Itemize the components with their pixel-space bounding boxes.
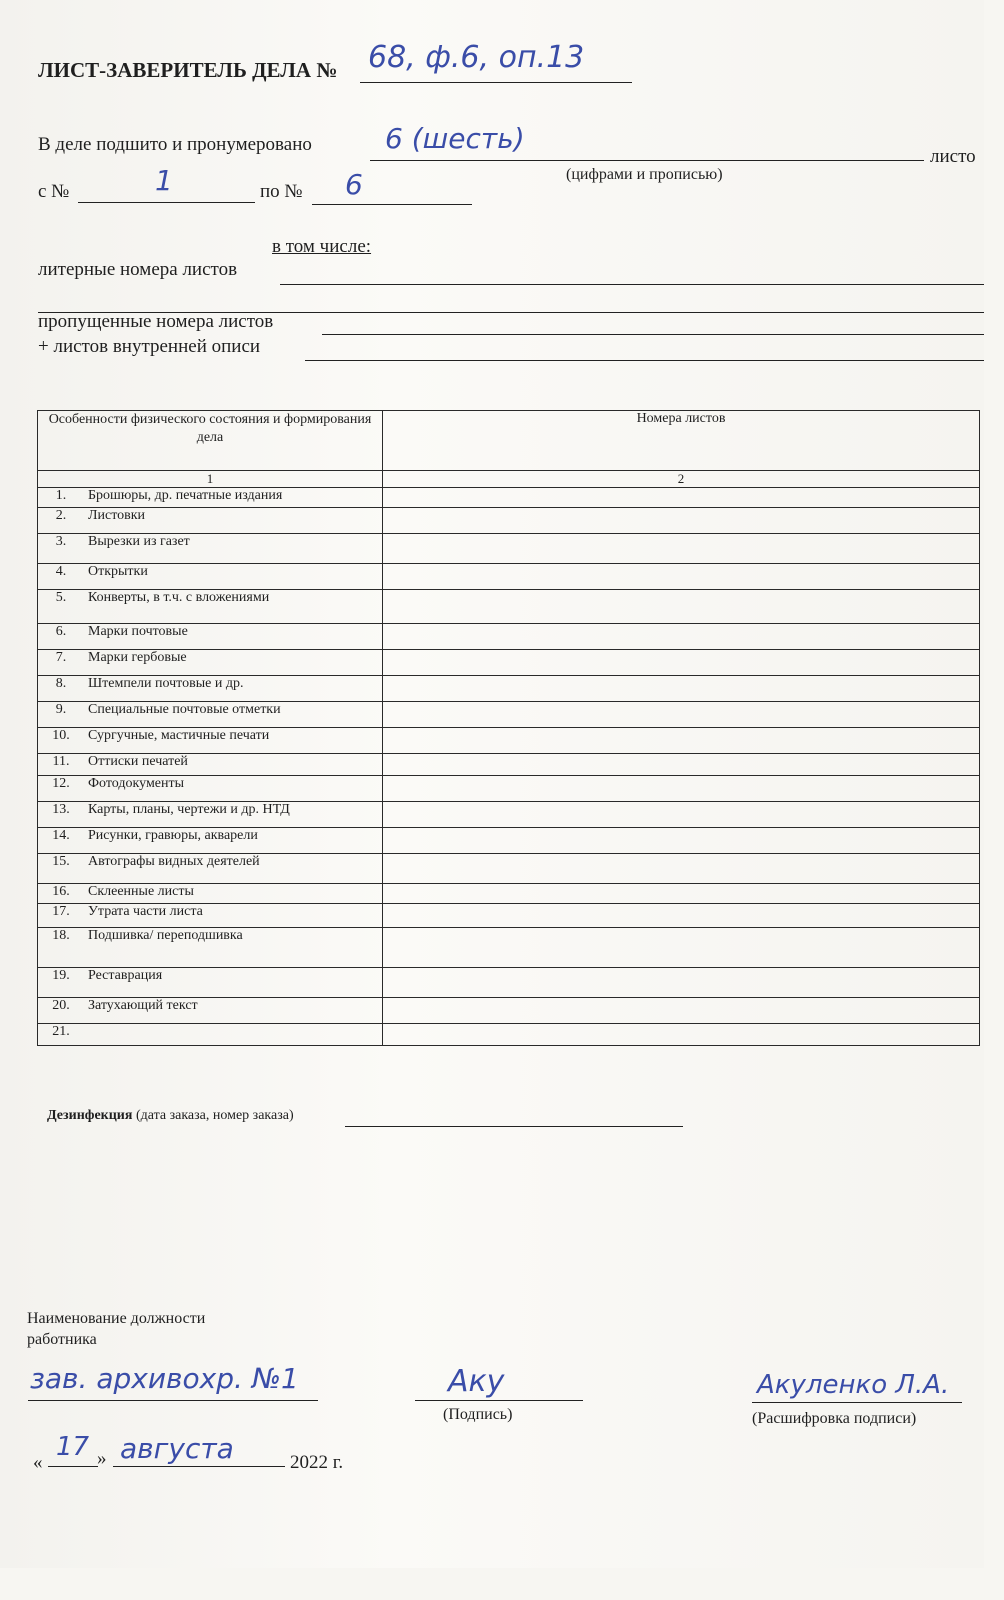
row-label: Затухающий текст — [84, 998, 383, 1024]
year-text: 2022 г. — [290, 1452, 344, 1473]
row-number: 14. — [38, 828, 85, 854]
row-label: Марки почтовые — [84, 624, 383, 650]
row-label: Марки гербовые — [84, 650, 383, 676]
table-row — [38, 650, 980, 676]
row-number: 3. — [38, 534, 85, 564]
row-label: Фотодокументы — [84, 776, 383, 802]
table-row — [38, 776, 980, 802]
table-row — [38, 590, 980, 624]
row-number: 13. — [38, 802, 85, 828]
row-label: Открытки — [84, 564, 383, 590]
row-sheet-numbers-cell[interactable] — [383, 904, 980, 928]
table-row — [38, 676, 980, 702]
letter-numbers-line — [280, 284, 984, 285]
row-sheet-numbers-cell[interactable] — [383, 854, 980, 884]
table-row — [38, 564, 980, 590]
disinfection-bold: Дезинфекция — [47, 1108, 133, 1123]
position-label: Наименование должности работника — [27, 1310, 206, 1348]
decode-handwritten: Акуленко Л.А. — [757, 1370, 950, 1400]
table-index-row — [38, 471, 980, 488]
row-number: 8. — [38, 676, 85, 702]
row-number: 12. — [38, 776, 85, 802]
table-row — [38, 802, 980, 828]
col1-index: 1 — [38, 471, 383, 488]
row-number: 17. — [38, 904, 85, 928]
table-row — [38, 534, 980, 564]
from-line — [78, 202, 255, 203]
row-sheet-numbers-cell[interactable] — [383, 488, 980, 508]
row-sheet-numbers-cell[interactable] — [383, 776, 980, 802]
disinfection-rest: (дата заказа, номер заказа) — [135, 1108, 294, 1123]
case-number-line — [360, 82, 632, 83]
day-line — [48, 1466, 98, 1467]
row-label: Брошюры, др. печатные издания — [84, 488, 383, 508]
row-sheet-numbers-cell[interactable] — [383, 728, 980, 754]
row-number: 4. — [38, 564, 85, 590]
month-line — [113, 1466, 285, 1467]
signature-label: (Подпись) — [443, 1406, 513, 1423]
case-number-handwritten: 68, ф.6, оп.13 — [368, 40, 585, 75]
row-label: Утрата части листа — [84, 904, 383, 928]
signature-handwritten: Аку — [448, 1364, 505, 1399]
row-label: Конверты, в т.ч. с вложениями — [84, 590, 383, 624]
table-row — [38, 754, 980, 776]
to-line — [312, 204, 472, 205]
letter-numbers-label: литерные номера листов — [38, 259, 238, 280]
row-sheet-numbers-cell[interactable] — [383, 590, 980, 624]
table-row — [38, 998, 980, 1024]
position-line — [28, 1400, 318, 1401]
row-number: 21. — [38, 1024, 85, 1046]
month-handwritten: августа — [120, 1432, 234, 1465]
row-number: 9. — [38, 702, 85, 728]
row-sheet-numbers-cell[interactable] — [383, 650, 980, 676]
physical-state-table — [37, 410, 980, 1046]
row-number: 5. — [38, 590, 85, 624]
inner-inventory-line — [305, 360, 984, 361]
row-number: 18. — [38, 928, 85, 968]
inner-inventory-label: + листов внутренней описи — [38, 336, 261, 357]
table-row — [38, 624, 980, 650]
decode-label: (Расшифровка подписи) — [752, 1410, 917, 1427]
row-sheet-numbers-cell[interactable] — [383, 702, 980, 728]
row-sheet-numbers-cell[interactable] — [383, 1024, 980, 1046]
table-row — [38, 828, 980, 854]
sewn-numbered-label: В деле подшито и пронумеровано — [38, 134, 312, 155]
sheet-count-line — [370, 160, 924, 161]
signature-line — [415, 1400, 583, 1401]
missing-numbers-line — [322, 334, 984, 335]
row-sheet-numbers-cell[interactable] — [383, 802, 980, 828]
table-row — [38, 854, 980, 884]
row-number: 15. — [38, 854, 85, 884]
from-label: с № — [38, 181, 70, 202]
row-sheet-numbers-cell[interactable] — [383, 998, 980, 1024]
decode-line — [752, 1402, 962, 1403]
row-sheet-numbers-cell[interactable] — [383, 754, 980, 776]
row-label: Листовки — [84, 508, 383, 534]
row-number: 20. — [38, 998, 85, 1024]
day-handwritten: 17 — [56, 1432, 90, 1462]
row-label: Автографы видных деятелей — [84, 854, 383, 884]
quote-close: » — [97, 1448, 107, 1469]
to-handwritten: 6 — [345, 168, 363, 201]
row-label: Сургучные, мастичные печати — [84, 728, 383, 754]
row-number: 2. — [38, 508, 85, 534]
sheets-suffix: листо — [930, 146, 976, 167]
sheet-count-handwritten: 6 (шесть) — [385, 122, 525, 155]
row-label: Вырезки из газет — [84, 534, 383, 564]
row-number: 7. — [38, 650, 85, 676]
quote-open: « — [33, 1452, 43, 1473]
table-row — [38, 702, 980, 728]
row-number: 6. — [38, 624, 85, 650]
row-label: Специальные почтовые отметки — [84, 702, 383, 728]
numbers-words-hint: (цифрами и прописью) — [566, 166, 723, 183]
table-row — [38, 968, 980, 998]
row-sheet-numbers-cell[interactable] — [383, 624, 980, 650]
to-label: по № — [260, 181, 303, 202]
page-title: ЛИСТ-ЗАВЕРИТЕЛЬ ДЕЛА № — [38, 58, 338, 82]
row-sheet-numbers-cell[interactable] — [383, 884, 980, 904]
row-sheet-numbers-cell[interactable] — [383, 928, 980, 968]
table-row — [38, 1024, 980, 1046]
table-row — [38, 488, 980, 508]
table-header-row — [38, 411, 980, 471]
row-number: 19. — [38, 968, 85, 998]
row-label: Склеенные листы — [84, 884, 383, 904]
row-label: Оттиски печатей — [84, 754, 383, 776]
table-row — [38, 884, 980, 904]
including-label: в том числе: — [272, 236, 372, 257]
row-label: Реставрация — [84, 968, 383, 998]
row-sheet-numbers-cell[interactable] — [383, 968, 980, 998]
position-handwritten: зав. архивохр. №1 — [30, 1362, 299, 1395]
row-number: 1. — [38, 488, 85, 508]
table-row — [38, 728, 980, 754]
missing-numbers-label: пропущенные номера листов — [38, 311, 274, 332]
row-sheet-numbers-cell[interactable] — [383, 828, 980, 854]
col1-header: Особенности физического состояния и формирования дела — [38, 411, 383, 471]
row-label — [84, 1024, 383, 1046]
table-row — [38, 928, 980, 968]
row-sheet-numbers-cell[interactable] — [383, 508, 980, 534]
disinfection-label — [47, 1108, 294, 1124]
row-sheet-numbers-cell[interactable] — [383, 564, 980, 590]
col2-header: Номера листов — [383, 411, 980, 471]
row-label: Подшивка/ переподшивка — [84, 928, 383, 968]
row-sheet-numbers-cell[interactable] — [383, 534, 980, 564]
row-sheet-numbers-cell[interactable] — [383, 676, 980, 702]
row-number: 11. — [38, 754, 85, 776]
table-row — [38, 508, 980, 534]
table-row — [38, 904, 980, 928]
disinfection-line — [345, 1126, 683, 1127]
row-number: 10. — [38, 728, 85, 754]
row-label: Карты, планы, чертежи и др. НТД — [84, 802, 383, 828]
row-label: Рисунки, гравюры, акварели — [84, 828, 383, 854]
row-label: Штемпели почтовые и др. — [84, 676, 383, 702]
col2-index: 2 — [383, 471, 980, 488]
from-handwritten: 1 — [155, 164, 173, 197]
row-number: 16. — [38, 884, 85, 904]
